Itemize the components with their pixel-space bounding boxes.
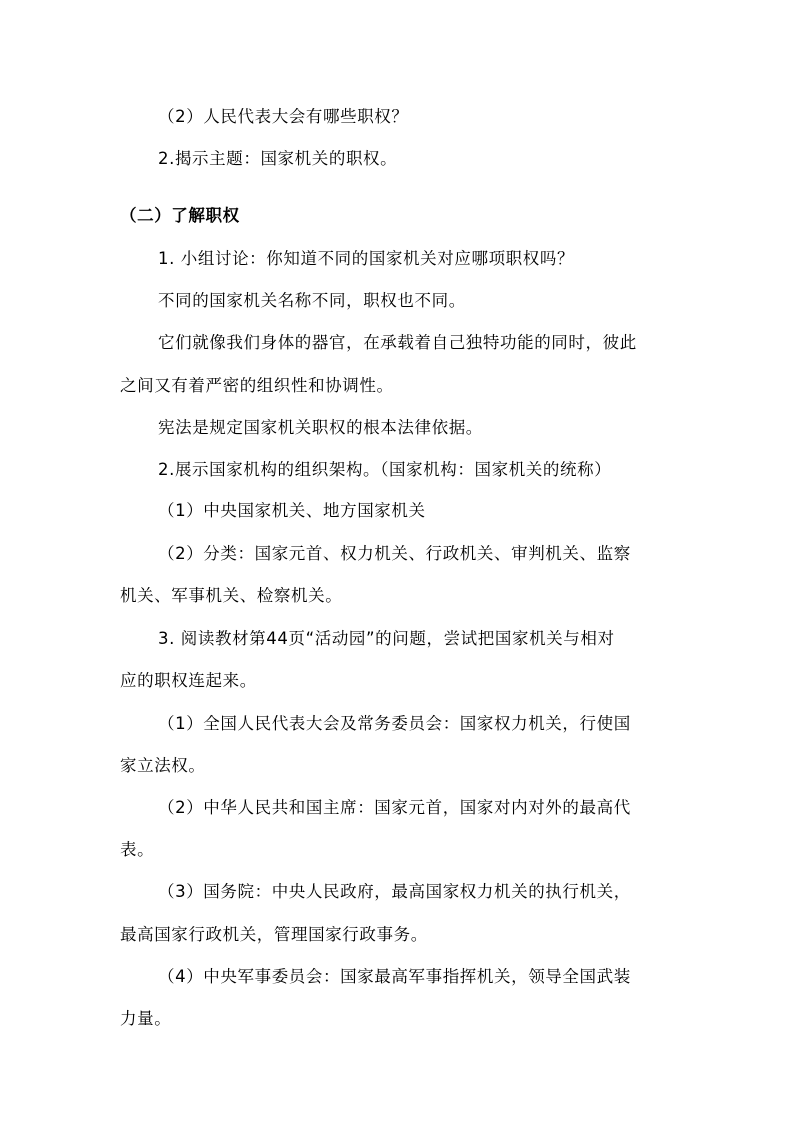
list-item-continuation: 力量。: [120, 1009, 172, 1028]
paragraph-line: 2.展示国家机构的组织架构。（国家机构：国家机关的统称）: [158, 460, 612, 479]
paragraph-line: 它们就像我们身体的器官，在承载着自己独特功能的同时，彼此: [158, 333, 637, 352]
list-item: （4）中央军事委员会：国家最高军事指挥机关，领导全国武装: [158, 967, 631, 986]
paragraph-line: 应的职权连起来。: [120, 671, 257, 690]
discussion-line: 1. 小组讨论：你知道不同的国家机关对应哪项职权吗？: [158, 249, 575, 268]
list-item-continuation: 家立法权。: [120, 756, 206, 775]
list-item: （2）分类：国家元首、权力机关、行政机关、审判机关、监察: [158, 544, 631, 563]
paragraph-line: 宪法是规定国家机关职权的根本法律依据。: [158, 418, 483, 437]
list-item: （2）中华人民共和国主席：国家元首，国家对内对外的最高代: [158, 798, 631, 817]
topic-line: 2.揭示主题：国家机关的职权。: [158, 149, 398, 168]
paragraph-line: 3. 阅读教材第44页“活动园”的问题，尝试把国家机关与相对: [158, 629, 615, 648]
section-heading: （二）了解职权: [120, 206, 240, 225]
list-item-continuation: 表。: [120, 840, 155, 859]
list-item: （1）全国人民代表大会及常务委员会：国家权力机关，行使国: [158, 714, 631, 733]
question-line: （2）人民代表大会有哪些职权？: [158, 107, 409, 126]
list-item: （1）中央国家机关、地方国家机关: [158, 501, 426, 520]
list-item-continuation: 最高国家行政机关，管理国家行政事务。: [120, 925, 428, 944]
paragraph-line: 之间又有着严密的组织性和协调性。: [120, 376, 394, 395]
paragraph-line: 不同的国家机关名称不同，职权也不同。: [158, 291, 466, 310]
list-item: （3）国务院：中央人民政府，最高国家权力机关的执行机关，: [158, 882, 631, 901]
list-item-continuation: 机关、军事机关、检察机关。: [120, 586, 343, 605]
